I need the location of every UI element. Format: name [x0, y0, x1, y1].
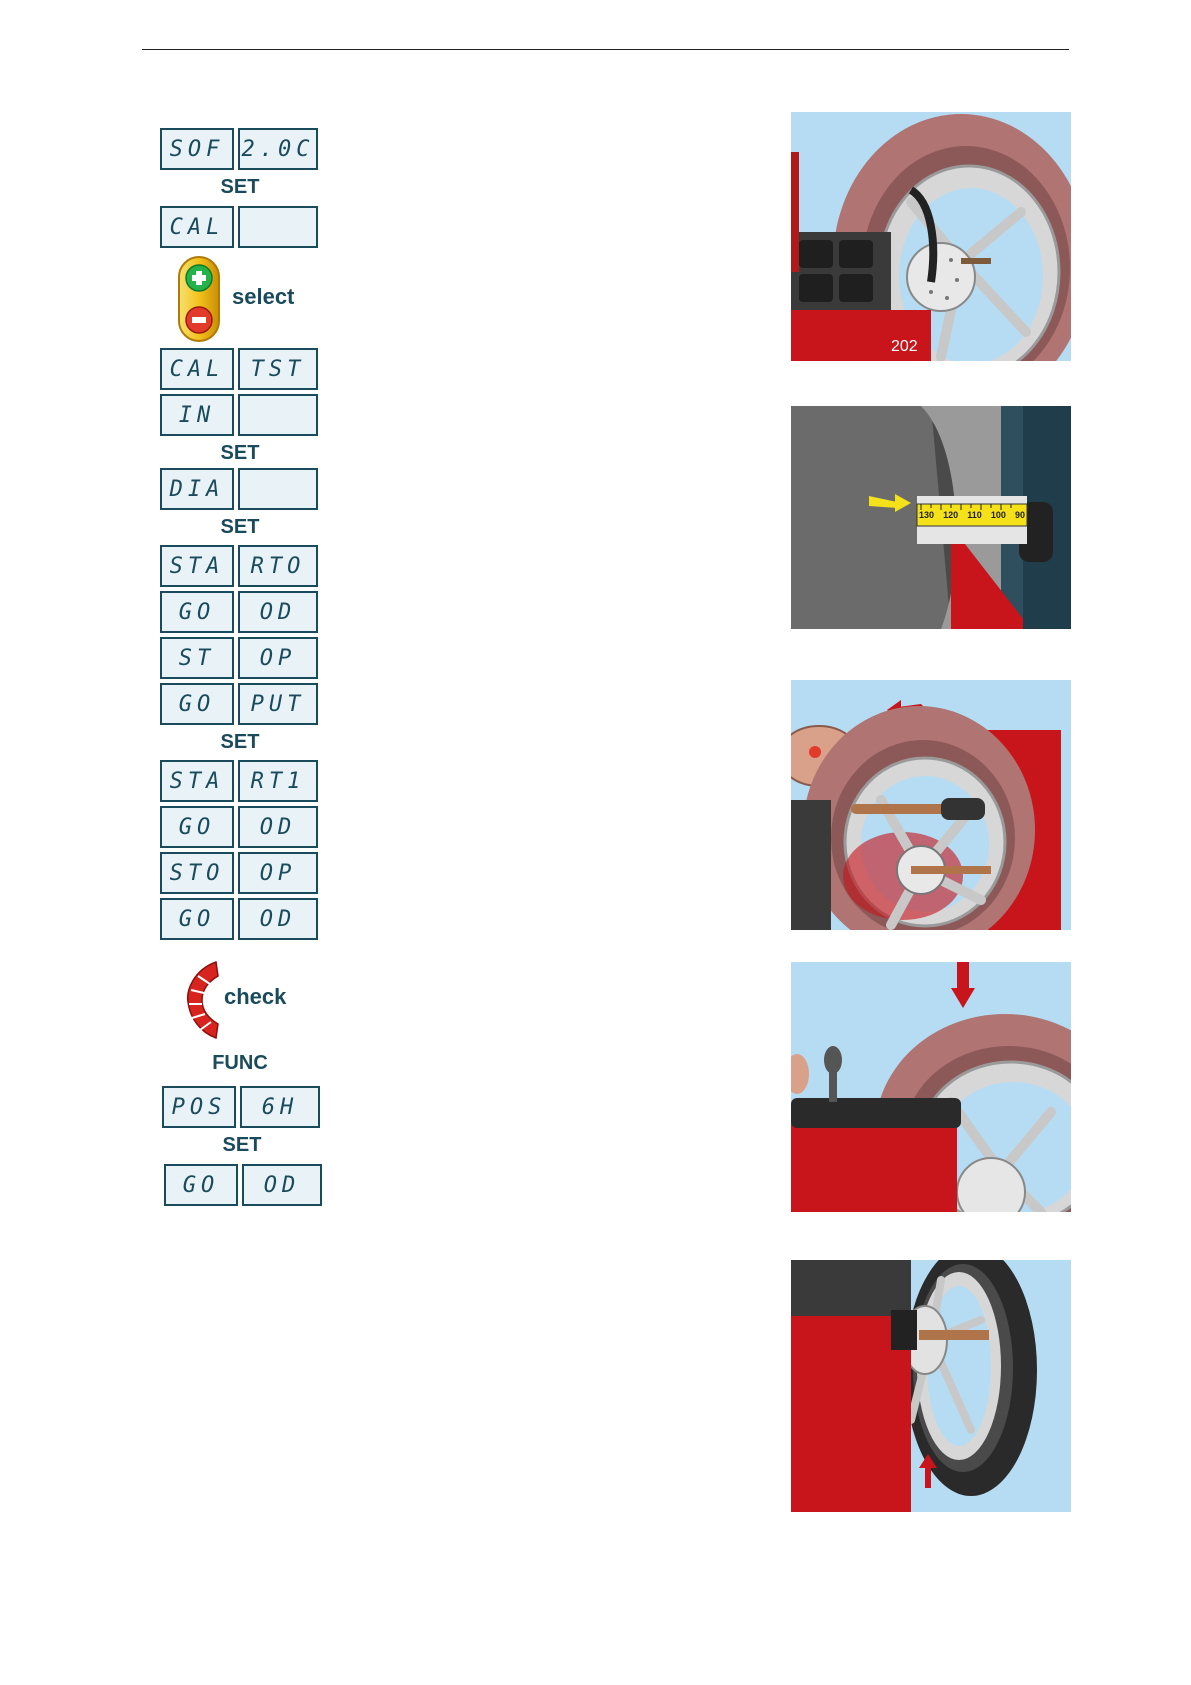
display-right: 2.0C — [238, 128, 318, 170]
display-right: OP — [238, 852, 318, 894]
header-rule — [142, 49, 1069, 50]
check-label: check — [224, 984, 287, 1009]
wheel-gauge-illustration — [791, 112, 1071, 361]
display-left: GO — [164, 1164, 238, 1206]
display-right — [238, 206, 318, 248]
func-key-label: FUNC — [212, 1052, 268, 1074]
display-right — [238, 468, 318, 510]
scale-tick: 110 — [967, 510, 982, 520]
wheel-on-shaft-illustration — [791, 1260, 1071, 1512]
display-right: OD — [242, 1164, 322, 1206]
display-right: 6H — [240, 1086, 320, 1128]
display-left: STA — [160, 545, 234, 587]
scale-tick: 120 — [943, 510, 959, 520]
display-left: GO — [160, 591, 234, 633]
check-led-arc-icon — [184, 960, 224, 1040]
display-right — [238, 394, 318, 436]
display-left: STA — [160, 760, 234, 802]
scale-tick-labels — [919, 510, 1025, 520]
scale-tick: 130 — [919, 510, 935, 520]
display-right: OD — [238, 898, 318, 940]
display-left: GO — [160, 898, 234, 940]
set-key-label: SET — [220, 516, 260, 538]
display-left: ST — [160, 637, 234, 679]
set-key-label: SET — [220, 176, 260, 198]
set-key-label: SET — [220, 731, 260, 753]
display-left: POS — [162, 1086, 236, 1128]
set-key-label: SET — [220, 442, 260, 464]
set-key-label: SET — [222, 1134, 262, 1156]
plus-minus-key-icon — [176, 254, 222, 344]
select-label: select — [232, 284, 295, 309]
display-left: CAL — [160, 348, 234, 390]
display-right: RTO — [238, 545, 318, 587]
gauge-scale-illustration — [791, 406, 1071, 629]
display-left: DIA — [160, 468, 234, 510]
display-left: IN — [160, 394, 234, 436]
display-right: OP — [238, 637, 318, 679]
display-left: GO — [160, 806, 234, 848]
display-right: PUT — [238, 683, 318, 725]
scale-tick: 100 — [990, 510, 1006, 520]
wheel-lowering-illustration — [791, 962, 1071, 1212]
scale-tick: 90 — [1014, 510, 1025, 520]
rim-number-label: 202 — [891, 338, 918, 355]
display-right: TST — [238, 348, 318, 390]
display-left: CAL — [160, 206, 234, 248]
display-right: OD — [238, 591, 318, 633]
display-right: OD — [238, 806, 318, 848]
display-left: SOF — [160, 128, 234, 170]
display-sequence-panel — [154, 112, 326, 1210]
display-left: GO — [160, 683, 234, 725]
display-right: RT1 — [238, 760, 318, 802]
wheel-spin-illustration — [791, 680, 1071, 930]
display-left: STO — [160, 852, 234, 894]
